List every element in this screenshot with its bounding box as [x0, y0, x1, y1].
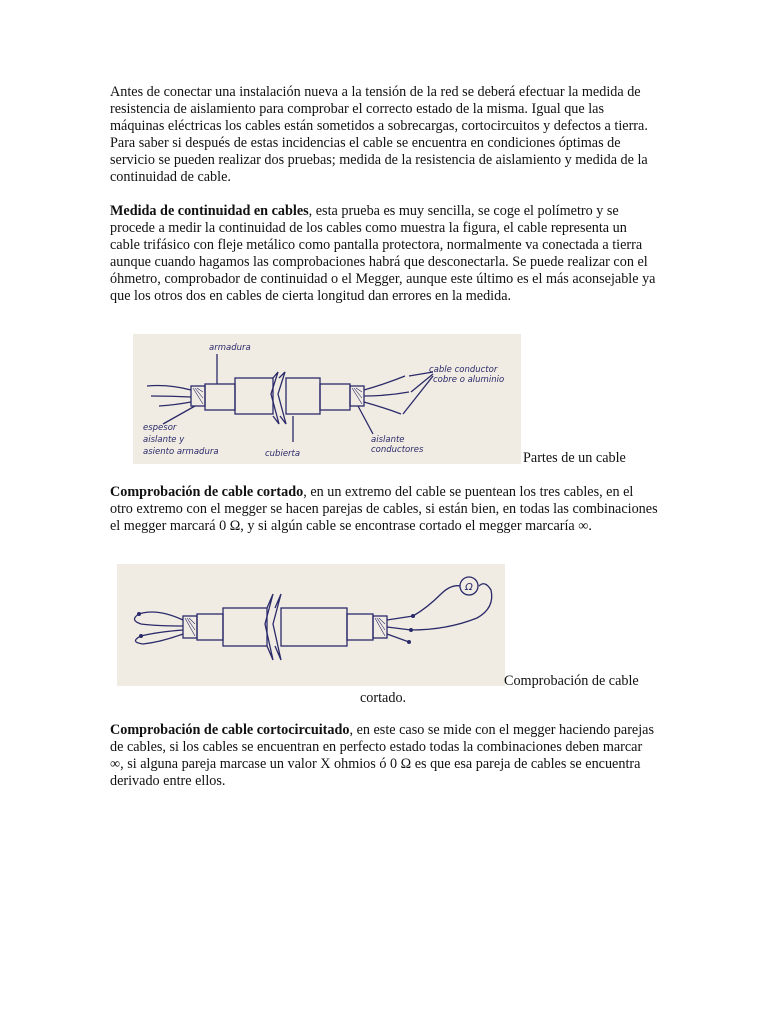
short-circuit-heading: Comprobación de cable cortocircuitado — [110, 722, 350, 738]
continuity-paragraph — [110, 203, 658, 305]
short-circuit-text: , en este caso se mide con el megger haciendo parejas de cables, si los cables se encuentran en perfecto estado todas la combinaciones deben marcar ∞, si alguna pareja marcase un valor X ohmios ó 0 Ω es que esa pareja de cables se encuentra derivado entre ellos. — [110, 722, 654, 789]
cut-cable-text: , en un extremo del cable se puentean los tres cables, en el otro extremo con el megger se hacen parejas de cables, si están bien, en todas las combinaciones el megger marcará 0 Ω, y si algún cable se encontrase cortado el megger marcaría ∞. — [110, 484, 658, 534]
figure1-caption: Partes de un cable — [523, 450, 626, 466]
label-espesor-2: aislante y — [143, 435, 185, 445]
label-cubierta: cubierta — [265, 449, 301, 459]
label-espesor-1: espesor — [143, 423, 177, 433]
label-armadura: armadura — [209, 343, 251, 353]
cut-cable-drawing — [117, 564, 505, 686]
figure2-caption-line2: cortado. — [360, 690, 407, 706]
cut-cable-paragraph — [110, 484, 658, 535]
label-aislante-1: aislante — [371, 435, 405, 445]
short-circuit-paragraph — [110, 722, 658, 790]
cut-cable-heading: Comprobación de cable cortado — [110, 484, 304, 500]
cut-cable-figure — [117, 564, 505, 686]
figure2-caption-line1: Comprobación de cable — [504, 673, 639, 689]
intro-paragraph: Antes de conectar una instalación nueva a la tensión de la red se deberá efectuar la medida de resistencia de aislamiento para comprobar el correcto estado de la misma. Igual que las máquinas eléctricas los cables están sometidos a sobrecargas, cortocircuitos y defectos a tierra. Para saber si después de estas incidencias el cable se encuentra en condiciones óptimas de servicio se pueden realizar dos pruebas; medida de la resistencia de aislamiento y medida de la continuidad de cable. — [110, 84, 648, 185]
label-espesor-3: asiento armadura — [143, 447, 219, 457]
label-conductor-2: cobre o aluminio — [433, 375, 505, 385]
megger-meter — [460, 577, 478, 595]
continuity-heading: Medida de continuidad en cables — [110, 203, 309, 219]
cable-parts-drawing — [133, 334, 521, 464]
label-aislante-2: conductores — [371, 445, 424, 455]
cable-parts-figure — [133, 334, 521, 464]
ohm-symbol: Ω — [465, 582, 473, 593]
continuity-text: , esta prueba es muy sencilla, se coge el polímetro y se procede a medir la continuidad de los cables como muestra la figura, el cable representa un cable trifásico con fleje metálico como pantalla protectora, normalmente va conectada a tierra aunque cuando hagamos las comprobaciones habrá que desconectarla. Se puede realizar con el óhmetro, comprobador de continuidad o el Megger, aunque este último es el más aconsejable ya que los otros dos en cables de cierta longitud dan errores en la medida. — [110, 203, 656, 304]
label-conductor-1: cable conductor — [429, 365, 498, 375]
